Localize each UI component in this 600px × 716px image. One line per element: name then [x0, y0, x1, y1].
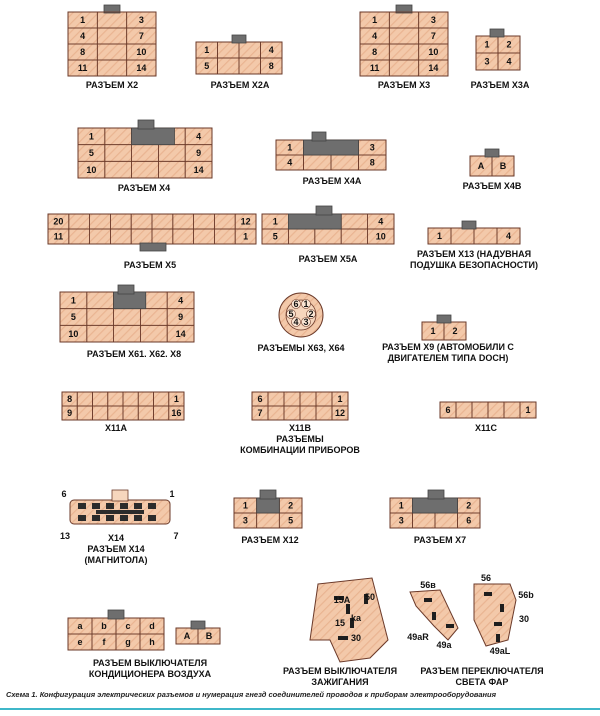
- label-x7: [414, 535, 466, 545]
- label-ac: [89, 658, 212, 679]
- terminal: [494, 622, 502, 626]
- pin-number: 2: [506, 39, 512, 50]
- pin-label: 8: [80, 47, 86, 58]
- key-block: [413, 498, 458, 513]
- pin-label: 3: [303, 317, 309, 328]
- x11c: [440, 402, 536, 418]
- x7: [390, 490, 480, 528]
- ac_small: [176, 621, 220, 644]
- connector-label: ПОДУШКА БЕЗОПАСНОСТИ): [410, 260, 538, 270]
- connector-label: КОНДИЦИОНЕРА ВОЗДУХА: [88, 669, 212, 679]
- x4a: [276, 132, 386, 170]
- pin-label: 8: [372, 47, 378, 58]
- label-x4: [118, 183, 170, 193]
- connector-label: (МАГНИТОЛА): [84, 555, 148, 565]
- pin-number: e: [77, 637, 83, 648]
- latch: [112, 490, 128, 501]
- terminal-label: 56в: [420, 580, 436, 590]
- pin-label: 4: [293, 317, 299, 328]
- terminal-label: 50: [364, 592, 376, 602]
- pin-number: 5: [70, 312, 76, 323]
- connector-label: РАЗЪЕМ X13 (НАДУВНАЯ: [416, 249, 532, 259]
- key-block: [140, 243, 166, 251]
- connector-label: РАЗЪЕМ X5А: [298, 254, 358, 264]
- pin-number: 10: [86, 164, 97, 175]
- center-bar: [96, 510, 144, 514]
- terminal: [500, 604, 504, 612]
- socket-pin: [120, 515, 128, 521]
- x5a: [262, 206, 394, 244]
- key-block: [138, 120, 154, 129]
- connector-label: РАЗЪЕМ X4: [117, 183, 171, 193]
- x4b: [470, 149, 514, 176]
- pin-number: 3: [242, 515, 248, 526]
- pin-number: 9: [67, 408, 73, 419]
- pin-number: 2: [288, 500, 294, 511]
- pin-number: 6: [445, 405, 451, 416]
- terminal-label: 49aR: [407, 632, 429, 642]
- terminal: [424, 598, 432, 602]
- pin-number: 4: [178, 295, 184, 306]
- pin-number: 6: [257, 394, 263, 405]
- label-x9: [382, 342, 514, 363]
- label-x12: [241, 535, 298, 545]
- pin-label: 3: [430, 15, 436, 26]
- x3a: [476, 29, 520, 70]
- pin-number: 3: [484, 56, 490, 67]
- pin-label: 7: [138, 31, 144, 42]
- pin-number: 5: [272, 231, 278, 242]
- pin-number: 1: [525, 405, 531, 416]
- key-block: [191, 621, 205, 629]
- pin-number: 1: [204, 45, 210, 56]
- terminal: [446, 624, 454, 628]
- key-block: [462, 221, 476, 229]
- pin-number: 1: [242, 500, 248, 511]
- terminal-label: 15: [334, 618, 346, 628]
- connector-label: РАЗЪЕМЫ: [276, 434, 324, 444]
- pin-number: 4: [505, 231, 512, 242]
- pin-number: 1: [272, 216, 278, 227]
- connector-body: [310, 578, 388, 662]
- pin-number: B: [499, 161, 507, 172]
- key-block: [312, 132, 326, 141]
- pin-number: B: [205, 631, 213, 642]
- pin-number: 10: [68, 328, 79, 339]
- x11a: [62, 392, 184, 420]
- pin-number: 5: [288, 515, 294, 526]
- socket-pin: [120, 503, 128, 509]
- pin-label: 2: [308, 309, 314, 320]
- pin-number: A: [477, 161, 485, 172]
- pin-number: g: [125, 637, 131, 648]
- pin-label: 7: [173, 531, 179, 541]
- socket-pin: [92, 515, 100, 521]
- label-x11a: [105, 423, 128, 433]
- key-block: [428, 490, 444, 499]
- key-block: [316, 206, 332, 215]
- connector-part-b: [474, 584, 516, 646]
- key-block: [304, 140, 359, 155]
- terminal: [484, 592, 492, 596]
- pin-label: 1: [303, 299, 309, 310]
- x5: [48, 214, 256, 251]
- pin-label: 3: [138, 15, 144, 26]
- connector-label: РАЗЪЕМ X14: [87, 544, 145, 554]
- connector-label: РАЗЪЕМ X12: [241, 535, 299, 545]
- terminal: [432, 612, 436, 620]
- connector-label: ЗАЖИГАНИЯ: [311, 677, 369, 687]
- pin-number: 1: [398, 500, 404, 511]
- connector-label: РАЗЪЕМ X4В: [462, 181, 522, 191]
- label-x13: [410, 249, 538, 270]
- x61: [60, 285, 194, 342]
- pin-label: 4: [80, 31, 86, 42]
- terminal: [346, 604, 350, 614]
- pin-number: 4: [506, 56, 512, 67]
- connector-label: ДВИГАТЕЛЕМ ТИПА DOCH): [387, 353, 509, 363]
- pin-label: 4: [372, 31, 378, 42]
- connector-label: РАЗЪЕМЫ X63, X64: [257, 343, 345, 353]
- connector-label: РАЗЪЕМ X2: [85, 80, 139, 90]
- connector-headlight: [407, 573, 543, 687]
- pin-number: 1: [243, 231, 249, 242]
- socket-pin: [106, 515, 114, 521]
- key-block: [132, 128, 175, 145]
- pin-number: 4: [268, 45, 274, 56]
- connector-label: КОМБИНАЦИИ ПРИБОРОВ: [240, 445, 360, 455]
- footer-rule: [0, 708, 600, 710]
- connector-label: РАЗЪЕМ X4А: [302, 176, 362, 186]
- connector-label: РАЗЪЕМ X3: [377, 80, 431, 90]
- pin-label: 6: [293, 299, 299, 310]
- pin-label: 1: [169, 489, 175, 499]
- pin-label: 7: [430, 31, 436, 42]
- connector-label: РАЗЪЕМ ВЫКЛЮЧАТЕЛЯ: [92, 658, 208, 668]
- pin-label: 1: [372, 15, 378, 26]
- label-x4a: [303, 176, 362, 186]
- key-block: [108, 610, 124, 619]
- socket-pin: [106, 503, 114, 509]
- pin-number: 8: [268, 61, 274, 72]
- pin-number: 9: [196, 148, 202, 159]
- connector-label: РАЗЪЕМ X61. X62. X8: [86, 349, 182, 359]
- label-x2a: [211, 80, 270, 90]
- key-block: [437, 315, 451, 323]
- pin-number: 14: [175, 328, 186, 339]
- label-x5: [124, 260, 176, 270]
- connector-label: РАЗЪЕМ ПЕРЕКЛЮЧАТЕЛЯ: [420, 666, 544, 676]
- connector-label: X11B: [288, 423, 312, 433]
- connector-x14: [60, 489, 179, 565]
- connector-x2: [68, 5, 156, 90]
- pin-number: d: [149, 621, 155, 632]
- connector-label: X14: [107, 533, 125, 543]
- connector-label: X11A: [104, 423, 128, 433]
- pin-label: 6: [61, 489, 67, 499]
- pin-number: 4: [378, 216, 384, 227]
- pin-number: 1: [88, 131, 94, 142]
- pin-number: A: [183, 631, 191, 642]
- connector-ignition: [283, 578, 397, 687]
- figure-caption: Схема 1. Конфигурация электрических разъемов и нумерация гнезд соединителей проводов к приборам электрооборудования: [6, 690, 497, 699]
- pin-number: 11: [53, 231, 64, 242]
- key-block: [118, 285, 134, 294]
- pin-label: 10: [428, 47, 439, 58]
- pin-number: 2: [466, 500, 472, 511]
- connector-label: РАЗЪЕМ X3А: [470, 80, 530, 90]
- pin-number: 4: [196, 131, 202, 142]
- key-block: [485, 149, 499, 157]
- pin-number: 1: [287, 142, 293, 153]
- pin-number: 8: [369, 157, 375, 168]
- pin-number: 3: [398, 515, 404, 526]
- label-x61: [87, 349, 181, 359]
- pin-label: 11: [77, 63, 88, 74]
- key-block: [257, 498, 280, 513]
- key-block: [114, 292, 146, 309]
- connector-x63: [257, 293, 344, 353]
- label-x3a: [471, 80, 530, 90]
- pin-number: 10: [375, 231, 386, 242]
- pin-number: 20: [53, 216, 64, 227]
- label-x4b: [463, 181, 522, 191]
- pin-label: 11: [369, 63, 380, 74]
- pin-number: 1: [484, 39, 490, 50]
- pin-label: 13: [59, 531, 71, 541]
- socket-pin: [134, 503, 142, 509]
- connector-x3: [360, 5, 448, 90]
- pin-number: 5: [88, 148, 94, 159]
- terminal-label: 15A: [333, 595, 351, 605]
- socket-pin: [78, 515, 86, 521]
- key-block: [260, 490, 276, 499]
- pin-number: a: [77, 621, 83, 632]
- label-x11c: [475, 423, 498, 433]
- pin-number: 1: [70, 295, 76, 306]
- pin-label: 14: [428, 63, 439, 74]
- pin-number: 8: [67, 394, 73, 405]
- terminal-label: 30: [350, 633, 362, 643]
- socket-pin: [148, 503, 156, 509]
- label-x5a: [299, 254, 358, 264]
- connector-label: РАЗЪЕМ X9 (АВТОМОБИЛИ С: [382, 342, 514, 352]
- connector-label: СВЕТА ФАР: [455, 677, 509, 687]
- pin-number: 6: [466, 515, 472, 526]
- terminal-label: 30: [518, 614, 530, 624]
- socket-pin: [78, 503, 86, 509]
- pin-label: 1: [80, 15, 86, 26]
- terminal-label: 49a: [436, 640, 452, 650]
- connector-label: РАЗЪЕМ ВЫКЛЮЧАТЕЛЯ: [282, 666, 398, 676]
- pin-number: 1: [337, 394, 343, 405]
- pin-number: 16: [171, 408, 182, 419]
- terminal-label: ka: [350, 613, 362, 623]
- pin-number: 1: [173, 394, 179, 405]
- label-x11b: [240, 423, 360, 455]
- x12: [234, 490, 302, 528]
- terminal-label: 56b: [518, 590, 534, 600]
- terminal-label: 56: [480, 573, 492, 583]
- x13: [428, 221, 520, 244]
- pin-number: b: [101, 621, 107, 632]
- x2a: [196, 35, 282, 74]
- socket-pin: [148, 515, 156, 521]
- pin-number: h: [149, 637, 155, 648]
- pin-number: 2: [452, 326, 458, 337]
- pin-number: 12: [334, 408, 346, 419]
- x11b: [252, 392, 348, 420]
- x4: [78, 120, 212, 178]
- pin-label: 14: [136, 63, 147, 74]
- pin-label: 5: [288, 309, 294, 320]
- key-block: [232, 35, 246, 43]
- pin-number: 1: [436, 231, 443, 242]
- pin-number: 14: [193, 164, 204, 175]
- pin-number: f: [102, 637, 106, 648]
- key-block: [490, 29, 504, 37]
- pin-number: 12: [240, 216, 251, 227]
- pin-number: 5: [204, 61, 210, 72]
- connector-label: РАЗЪЕМ X5: [123, 260, 177, 270]
- connector-label: РАЗЪЕМ X7: [413, 535, 467, 545]
- connector-label: X11C: [474, 423, 498, 433]
- pin-number: 9: [178, 312, 184, 323]
- key-block: [288, 214, 341, 229]
- ac: [68, 610, 164, 650]
- pin-number: 1: [430, 326, 436, 337]
- pin-number: c: [125, 621, 131, 632]
- terminal: [338, 636, 348, 640]
- terminal-label: 49aL: [489, 646, 511, 656]
- socket-pin: [134, 515, 142, 521]
- terminal: [496, 634, 500, 642]
- socket-pin: [92, 503, 100, 509]
- pin-number: 7: [257, 408, 263, 419]
- x9: [422, 315, 466, 340]
- pin-number: 4: [287, 157, 293, 168]
- pin-number: 3: [369, 142, 375, 153]
- connector-label: РАЗЪЕМ X2А: [210, 80, 270, 90]
- pin-label: 10: [136, 47, 147, 58]
